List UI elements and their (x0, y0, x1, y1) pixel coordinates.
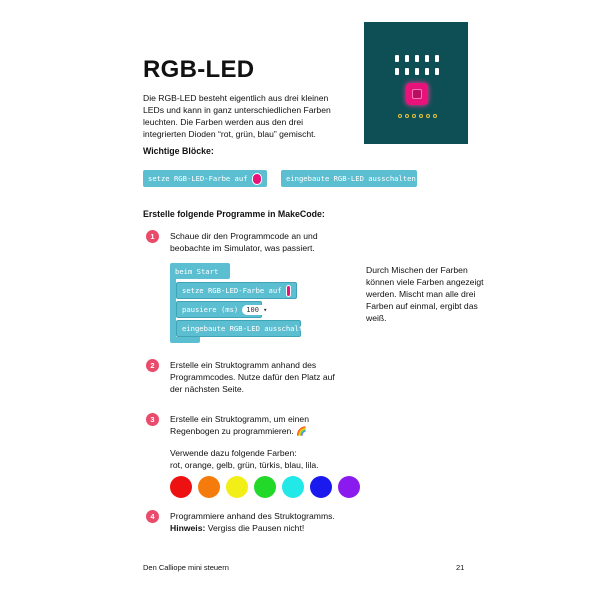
code-stack (170, 263, 312, 347)
colors-intro: Verwende dazu folgende Farben: (170, 448, 297, 458)
pin-pad (405, 114, 409, 118)
block-set-led-color[interactable] (176, 282, 297, 299)
block-led-off[interactable] (281, 170, 417, 187)
calliope-mini-illustration (364, 22, 468, 144)
step-badge: 3 (146, 413, 159, 426)
pin-pad (433, 114, 437, 118)
green-circle (406, 230, 424, 248)
step-hint (170, 522, 370, 534)
led-matrix-pixel (435, 55, 439, 62)
step-text: Schaue dir den Programmcode an und beobachte im Simulator, was passiert. (170, 231, 318, 253)
block-on-start-foot (170, 337, 200, 343)
block-pause[interactable] (176, 301, 268, 318)
rgb-mix-icon (400, 221, 434, 249)
program-heading: Erstelle folgende Programme in MakeCode: (143, 209, 325, 219)
block-label: setze RGB-LED-Farbe auf (182, 286, 282, 295)
led-matrix-pixel (425, 68, 429, 75)
led-matrix-pixel (415, 68, 419, 75)
block-label: eingebaute RGB-LED ausschalten (286, 174, 416, 183)
color-dot-red (170, 476, 192, 498)
hint-label: Hinweis: (170, 523, 206, 533)
step-badge: 1 (146, 230, 159, 243)
color-dot-purple (338, 476, 360, 498)
footer-title: Den Calliope mini steuern (143, 563, 229, 572)
led-matrix-pixel (415, 55, 419, 62)
block-on-start[interactable] (170, 263, 230, 279)
block-label: beim Start (175, 266, 219, 276)
page-number: 21 (456, 563, 465, 572)
pin-pad (412, 114, 416, 118)
color-dot-yellow (226, 476, 248, 498)
led-matrix-pixel (405, 55, 409, 62)
block-led-off[interactable] (176, 320, 312, 337)
step-text: Erstelle ein Struktogramm anhand des Programmcodes. Nutze dafür den Platz auf der nächsten Seite. (170, 360, 335, 394)
pin-pad (398, 114, 402, 118)
led-matrix-pixel (425, 55, 429, 62)
step-text-main: Programmiere anhand des Struktogramms. (170, 511, 335, 521)
side-note: Durch Mischen der Farben können viele Farben angezeigt werden. Mischt man alle drei Farben auf einmal, ergibt das weiß. (366, 265, 484, 323)
pause-dropdown[interactable] (242, 305, 271, 315)
step-text (170, 510, 370, 534)
color-dot-orange (198, 476, 220, 498)
rgb-led-chip (412, 89, 422, 99)
pin-pad (419, 114, 423, 118)
led-matrix-pixel (395, 55, 399, 62)
pause-value: 100 (246, 305, 259, 314)
rgb-led-glow (406, 83, 428, 105)
step-badge: 4 (146, 510, 159, 523)
colors-list: rot, orange, gelb, grün, türkis, blau, lila. (170, 460, 319, 470)
step-text: Erstelle ein Struktogramm, um einen Regenbogen zu programmieren. 🌈 (170, 414, 309, 436)
color-swatch-magenta[interactable] (252, 173, 262, 185)
block-set-led-color[interactable] (143, 170, 267, 187)
led-matrix-pixel (405, 68, 409, 75)
led-matrix-pixel (435, 68, 439, 75)
page-title: RGB-LED (143, 56, 255, 83)
block-label: setze RGB-LED-Farbe auf (148, 174, 248, 183)
color-dot-turquoise (282, 476, 304, 498)
pin-pad (426, 114, 430, 118)
hint-text: Vergiss die Pausen nicht! (205, 523, 305, 533)
led-matrix-pixel (395, 68, 399, 75)
important-blocks-heading: Wichtige Blöcke: (143, 146, 214, 156)
block-label: pausiere (ms) (182, 305, 239, 314)
color-dot-blue (310, 476, 332, 498)
intro-paragraph: Die RGB-LED besteht eigentlich aus drei kleinen LEDs und kann in ganz unterschiedlichen Farben leuchten. Die Farben werden aus den drei integrierten Dioden “rot, grün, blau” gemischt. (143, 93, 331, 139)
chevron-down-icon: ▾ (263, 305, 268, 314)
block-label: eingebaute RGB-LED ausschalten (182, 324, 312, 333)
step-badge: 2 (146, 359, 159, 372)
color-dot-green (254, 476, 276, 498)
color-swatch-magenta[interactable] (286, 285, 291, 297)
